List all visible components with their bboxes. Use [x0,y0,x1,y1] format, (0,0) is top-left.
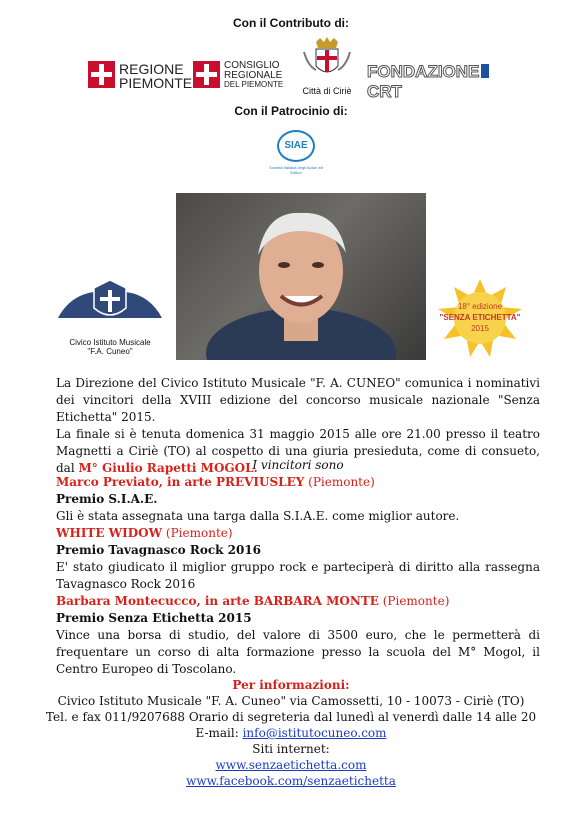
sites-label: Siti internet: [252,742,330,756]
winner2-region: (Piemonte) [162,526,233,540]
winner1-name: Marco Previato, in arte PREVIUSLEY [56,475,305,489]
regione-piemonte-logo [88,60,193,91]
winners-title: I vincitori sono [252,458,344,472]
badge-line2: "SENZA ETICHETTA" [439,313,521,322]
mogol-name: M° Giulio Rapetti MOGOL. [78,461,258,475]
consiglio-regionale-logo [193,60,285,90]
civico-line2: "F.A. Cuneo" [87,347,133,356]
patrocinio-heading: Con il Patrocinio di: [234,104,348,118]
civico-crest-icon [54,278,166,324]
winner3-region: (Piemonte) [378,594,450,608]
regione-line1: REGIONE [119,61,184,77]
footer-address: Civico Istituto Musicale "F. A. Cuneo" via Camossetti, 10 - 10073 - Ciriè (TO) [57,694,525,708]
siae-mark-icon: SIAE [277,130,315,162]
piemonte-flag-icon [88,61,115,88]
edition-badge [436,279,524,357]
fondazione-text: FONDAZIONE [367,62,480,81]
winner1-prize: Premio S.I.A.E. [56,492,158,506]
email-link[interactable]: info@istitutocuneo.com [242,726,387,740]
badge-line3: 2015 [471,324,489,333]
siae-logo [266,130,326,174]
intro-p2: La finale si è tenuta domenica 31 maggio 2015 alle ore 21.00 presso il teatro Magnetti a Ciriè (TO) al cospetto di una giuria presieduta, come di consueto, dal [56,427,540,475]
crt-bar-icon [481,64,489,78]
winner3-prize: Premio Senza Etichetta 2015 [56,611,252,625]
winner1-desc: Gli è stata assegnata una targa dalla S.I.A.E. come miglior autore. [56,509,460,523]
winner1-region: (Piemonte) [304,475,375,489]
contributo-heading: Con il Contributo di: [233,16,349,30]
fondazione-crt-logo [367,62,501,101]
site-link-facebook[interactable]: www.facebook.com/senzaetichetta [186,774,396,788]
email-label: E-mail: [195,726,243,740]
site-link-senzaetichetta[interactable]: www.senzaetichetta.com [215,758,367,772]
mogol-photo [176,193,426,360]
footer-phone: Tel. e fax 011/9207688 Orario di segreteria dal lunedì al venerdì dalle 14 alle 20 [45,710,537,724]
winner3-desc: Vince una borsa di studio, del valore di 3500 euro, che le permetterà di frequentare un corso di alta formazione presso la scuola del M° Mogol, il Centro Europeo di Toscolano. [56,628,540,676]
cirie-crest-icon [298,36,356,82]
regione-line2: PIEMONTE [119,75,193,91]
piemonte-flag-icon [193,61,220,88]
consiglio-line3: DEL PIEMONTE [224,80,284,89]
cirie-label: Città di Ciriè [302,86,352,96]
winner2-desc: E' stato giudicato il miglior gruppo rock e parteciperà di diritto alla rassegna Tavagnasco Rock 2016 [56,560,540,591]
siae-caption: Società Italiana degli Autori ed Editori [269,165,323,175]
winner3-name: Barbara Montecucco, in arte BARBARA MONTE [56,594,379,608]
civico-istituto-logo [54,278,166,363]
winners-section [56,457,540,678]
intro-p1: La Direzione del Civico Istituto Musicale "F. A. CUNEO" comunica i nominativi dei vincitori della XVIII edizione del concorso musicale nazionale "Senza Etichetta" 2015. [56,376,540,424]
consiglio-line1: CONSIGLIO [224,60,280,71]
citta-di-cirie-logo [298,36,356,94]
consiglio-line2: REGIONALE [224,70,283,81]
footer-title: Per informazioni: [232,678,350,692]
crt-text: CRT [367,82,402,101]
winner2-name: WHITE WIDOW [56,526,163,540]
footer-info [0,677,582,789]
winner2-prize: Premio Tavagnasco Rock 2016 [56,543,262,557]
civico-line1: Civico Istituto Musicale [69,338,151,347]
badge-line1: 18° edizione [457,302,503,311]
portrait-image [176,193,426,360]
